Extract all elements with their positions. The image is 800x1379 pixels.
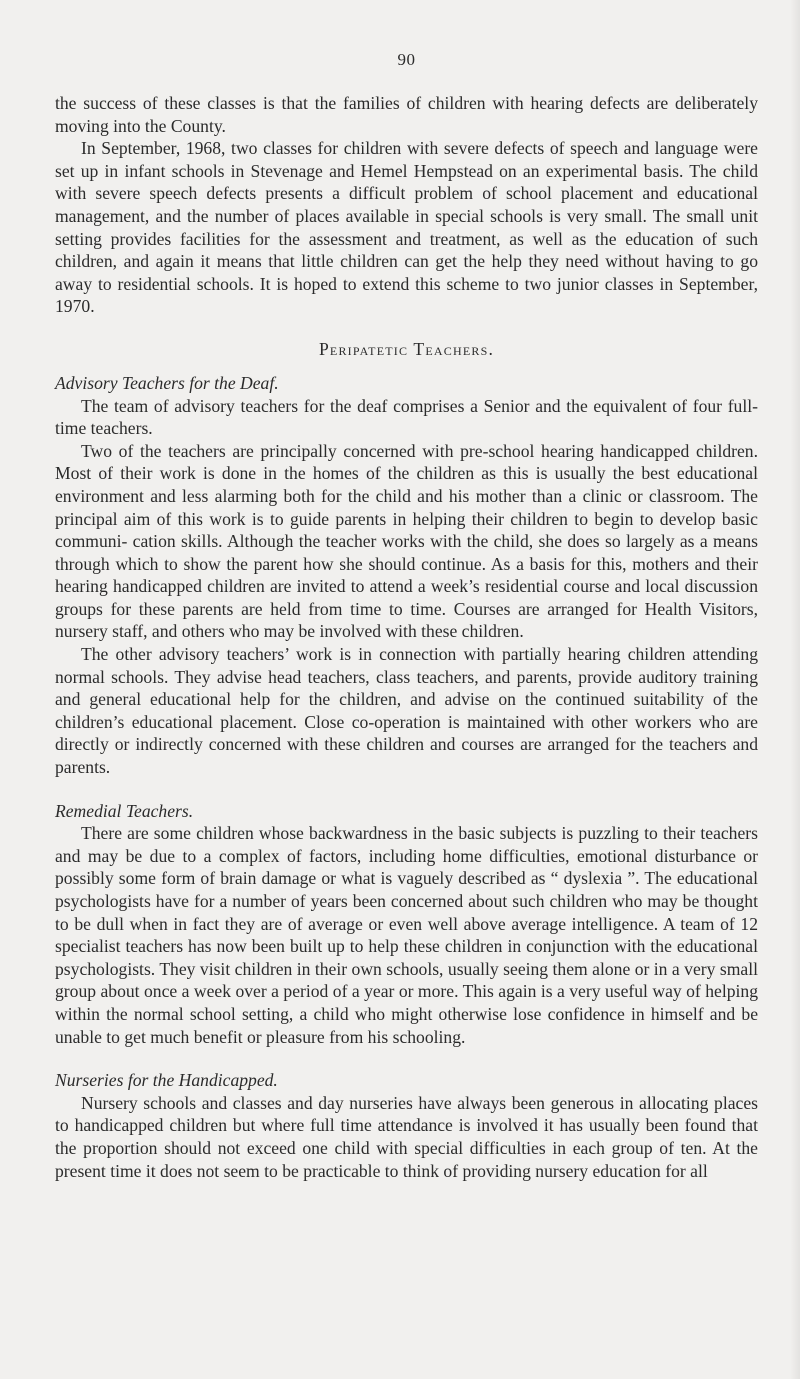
intro-paragraph-2: In September, 1968, two classes for children with severe defects of speech and language were set up in infant schools in Stevenage and Hemel Hempstead on an experimental basis. The child with severe speech defects presents a difficult problem of school placement and educational management, and the number of places available in special schools is very small. The small unit setting provides facilities for the assessment and treatment, as well as the education of such children, and again it means that little children can get the help they need without having to go away to residential schools. It is hoped to extend this scheme to two junior classes in September, 1970. bbox=[55, 138, 758, 317]
subheading-nurseries-handicapped: Nurseries for the Handicapped. bbox=[55, 1070, 278, 1091]
subheading-remedial-teachers: Remedial Teachers. bbox=[55, 800, 194, 821]
remedial-paragraph-1: There are some children whose backwardness in the basic subjects is puzzling to their teachers and may be due to a complex of factors, including home difficulties, emotional disturbance or possibly some form of brain damage or what is vaguely described as “ dyslexia ”. The educational psychologists have for a number of years been concerned about such children who may be thought to be dull when in fact they are of average or even well above average intelligence. A team of 12 specialist teachers has now been built up to help these children in conjunction with the educational psychologists. They visit children in their own schools, usually seeing them alone or in a very small group about once a week over a period of a year or more. This again is a very useful way of helping within the normal school setting, a child who might otherwise lose confidence in himself and be unable to get much benefit or pleasure from his schooling. bbox=[55, 823, 758, 1047]
advisory-paragraph-2: Two of the teachers are principally concerned with pre-school hearing handicapped children. Most of their work is done in the homes of the children as this is usually the best educational environment and less alarming both for the child and his mother than a clinic or classroom. The principal aim of this work is to guide parents in helping their children to begin to develop basic communi- cation skills. Although the teacher works with the child, she does so largely as a means through which to show the parent how she should continue. As a basis for this, mothers and their hearing handicapped children are invited to attend a week’s residential course and local discussion groups for these parents are held from time to time. Courses are arranged for Health Visitors, nursery staff, and others who may be involved with these children. bbox=[55, 440, 758, 642]
intro-paragraph-1: the success of these classes is that the families of children with hearing defects are deliberately moving into the County. bbox=[55, 93, 758, 136]
subheading-advisory-teachers: Advisory Teachers for the Deaf. bbox=[55, 372, 279, 393]
page-edge-shadow bbox=[790, 0, 800, 1379]
section-heading-peripatetic-teachers: Peripatetic Teachers. bbox=[318, 338, 495, 359]
advisory-paragraph-1: The team of advisory teachers for the deaf comprises a Senior and the equivalent of four full-time teachers. bbox=[55, 395, 758, 439]
page-number: 90 bbox=[397, 50, 416, 69]
nurseries-paragraph-1: Nursery schools and classes and day nurseries have always been generous in allocating places to handicapped children but where full time attendance is involved it has usually been found that the proportion should not exceed one child with special difficulties in each group of ten. At the present time it does not seem to be practicable to think of providing nursery education for all bbox=[55, 1092, 758, 1181]
advisory-paragraph-3: The other advisory teachers’ work is in connection with partially hearing children attending normal schools. They advise head teachers, class teachers, and parents, provide auditory training and general educational help for the children, and advise on the continued suitability of the children’s educational placement. Close co-operation is maintained with other workers who are directly or indirectly concerned with these children and courses are arranged for the teachers and parents. bbox=[55, 644, 758, 778]
